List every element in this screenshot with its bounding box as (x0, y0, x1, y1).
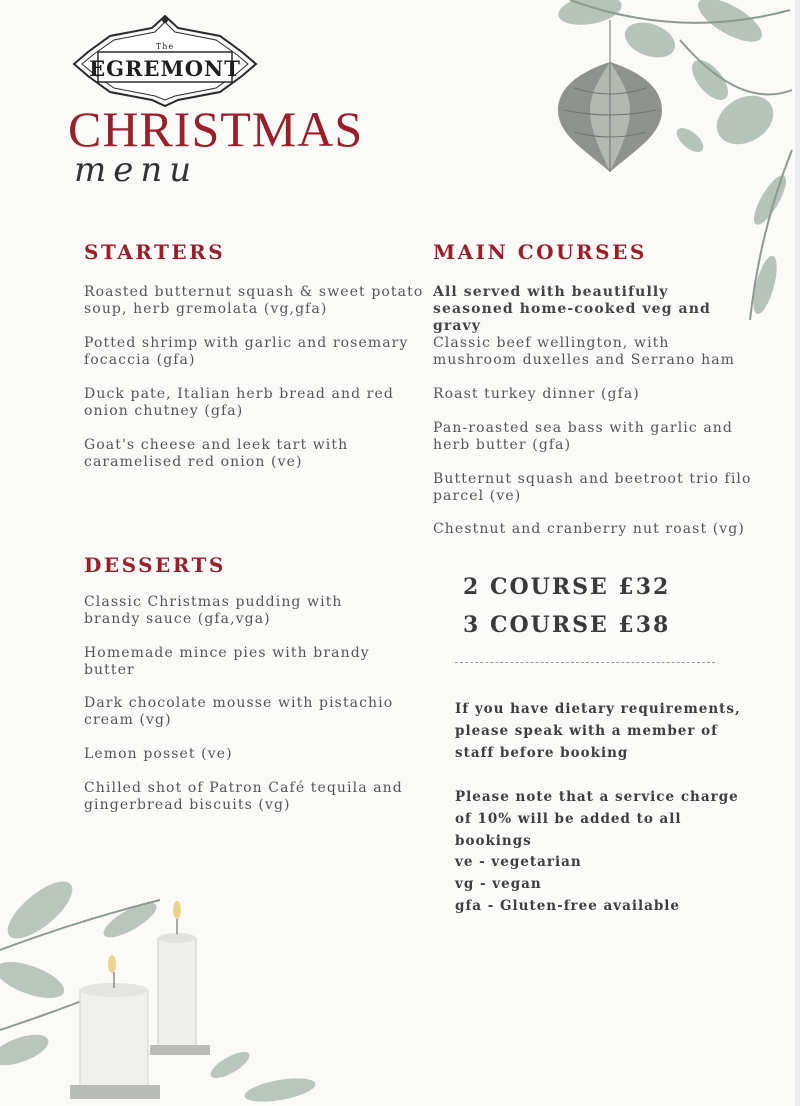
egremont-logo (70, 12, 260, 108)
divider (455, 662, 715, 663)
main-item: Pan-roasted sea bass with garlic and herb butter (gfa) (433, 420, 733, 453)
main-item: Classic beef wellington, with mushroom duxelles and Serrano ham (433, 335, 736, 368)
candles-foliage-illustration (0, 860, 320, 1106)
dessert-item: Lemon posset (ve) (84, 746, 233, 762)
starter-item: Roasted butternut squash & sweet potato soup, herb gremolata (vg,gfa) (84, 284, 424, 317)
legend-gfa: gfa - Gluten-free available (455, 898, 681, 914)
main-item: Chestnut and cranberry nut roast (vg) (433, 521, 745, 537)
starter-item: Duck pate, Italian herb bread and red onion chutney (gfa) (84, 386, 394, 419)
mains-intro: All served with beautifully seasoned home-cooked veg and gravy (433, 284, 711, 334)
main-item: Butternut squash and beetroot trio filo parcel (ve) (433, 471, 752, 504)
starter-item: Goat's cheese and leek tart with caramelised red onion (ve) (84, 437, 349, 470)
dietary-note: If you have dietary requirements, please speak with a member of staff before booking (455, 701, 741, 761)
legend-vg: vg - vegan (455, 876, 542, 892)
dessert-item: Classic Christmas pudding with brandy sauce (gfa,vga) (84, 594, 343, 627)
desserts-heading: DESSERTS (84, 553, 226, 577)
service-charge-note: Please note that a service charge of 10% will be added to all bookings (455, 789, 739, 849)
foliage-ornament-illustration (530, 0, 795, 330)
logo-the-text: The (155, 42, 175, 51)
dessert-item: Chilled shot of Patron Café tequila and gingerbread biscuits (vg) (84, 780, 403, 813)
starters-heading: STARTERS (84, 240, 226, 264)
logo-name-text: EGREMONT (89, 56, 241, 81)
two-course-price: 2 COURSE £32 (463, 574, 671, 600)
dessert-item: Homemade mince pies with brandy butter (84, 645, 370, 678)
three-course-price: 3 COURSE £38 (463, 612, 671, 638)
legend-ve: ve - vegetarian (455, 854, 582, 870)
christmas-title: CHRISTMAS (68, 101, 364, 157)
starter-item: Potted shrimp with garlic and rosemary focaccia (gfa) (84, 335, 409, 368)
dessert-item: Dark chocolate mousse with pistachio cream (vg) (84, 695, 394, 728)
main-courses-heading: MAIN COURSES (433, 240, 647, 264)
menu-subtitle: menu (74, 150, 199, 190)
main-item: Roast turkey dinner (gfa) (433, 386, 640, 402)
